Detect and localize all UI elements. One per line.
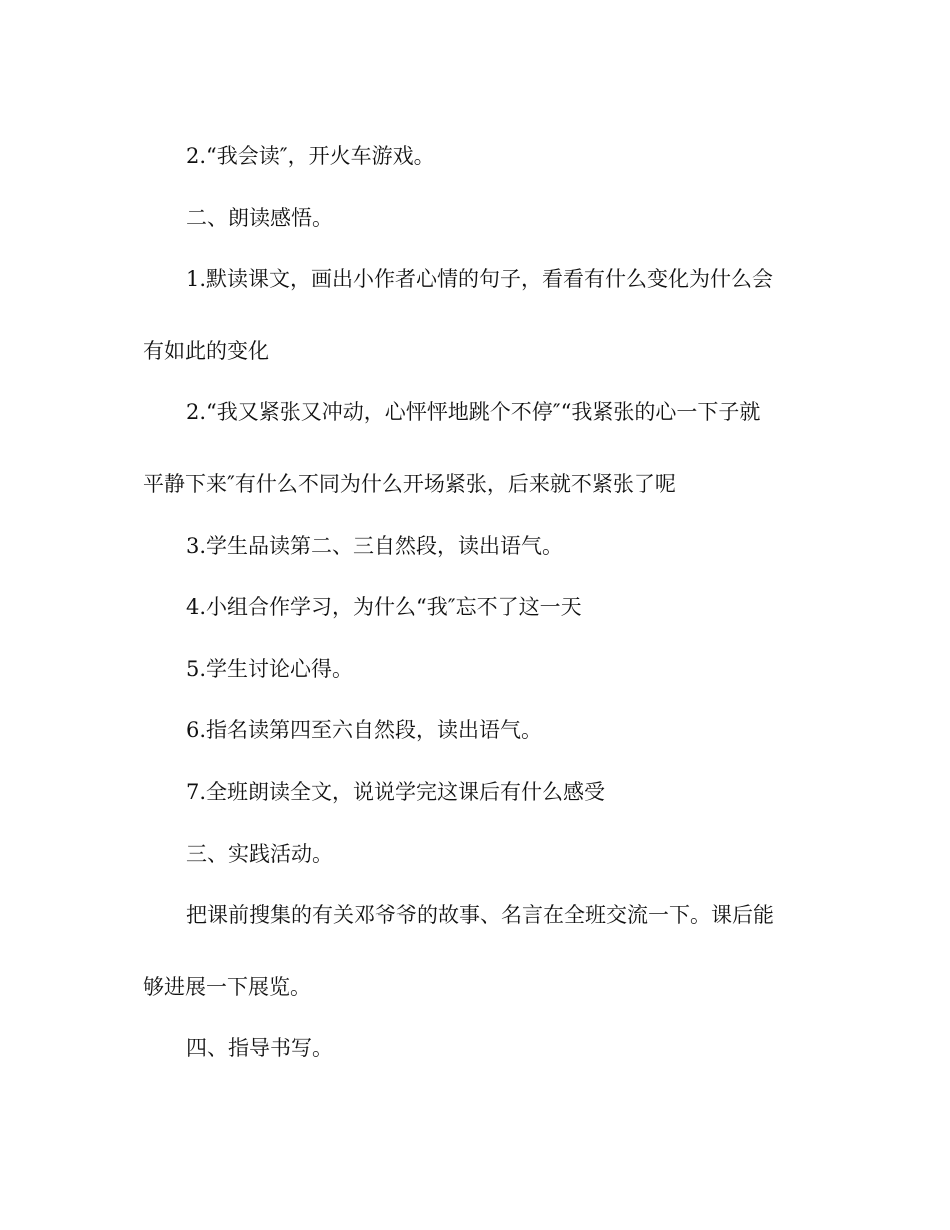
- text-line-nervous-quote-cont: 平静下来″有什么不同为什么开场紧张，后来就不紧张了呢: [143, 472, 676, 496]
- text-line-nervous-quote: 2.“我又紧张又冲动，心怦怦地跳个不停″“我紧张的心一下子就: [186, 400, 761, 424]
- text-line-stories-exchange: 把课前搜集的有关邓爷爷的故事、名言在全班交流一下。课后能: [186, 903, 774, 927]
- section-heading-writing: 四、指导书写。: [186, 1036, 333, 1060]
- text-line-paragraph-reading: 3.学生品读第二、三自然段，读出语气。: [186, 534, 564, 558]
- section-heading-practice: 三、实践活动。: [186, 842, 333, 866]
- text-line-class-reading: 7.全班朗读全文，说说学完这课后有什么感受: [186, 780, 606, 804]
- text-line-stories-exchange-cont: 够进展一下展览。: [143, 975, 311, 999]
- text-line-activity-read: 2.“我会读″，开火车游戏。: [186, 144, 435, 168]
- section-heading-reading: 二、朗读感悟。: [186, 206, 333, 230]
- text-line-discussion: 5.学生讨论心得。: [186, 657, 354, 681]
- text-line-silent-reading-cont: 有如此的变化: [143, 339, 269, 363]
- text-line-group-study: 4.小组合作学习，为什么“我″忘不了这一天: [186, 595, 582, 619]
- text-line-silent-reading: 1.默读课文，画出小作者心情的句子，看看有什么变化为什么会: [186, 267, 774, 291]
- text-line-named-reading: 6.指名读第四至六自然段，读出语气。: [186, 718, 543, 742]
